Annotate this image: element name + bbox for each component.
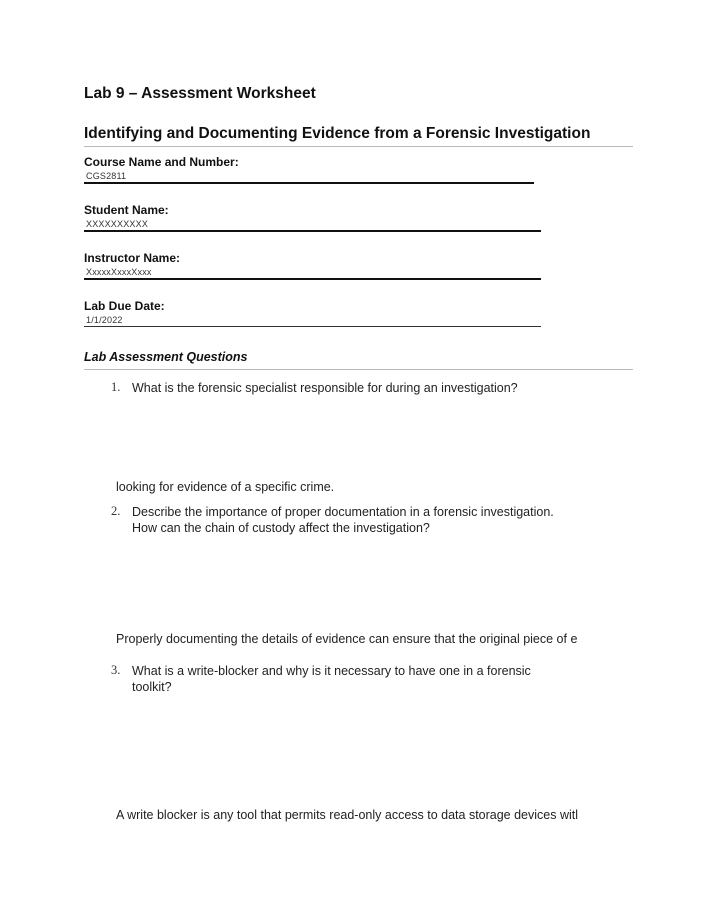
instructor-label: Instructor Name: (84, 251, 181, 265)
question-3-line-2: toolkit? (132, 680, 172, 694)
answer-3: A write blocker is any tool that permits read-only access to data storage devices witl (116, 808, 579, 822)
answer-1: looking for evidence of a specific crime. (116, 480, 335, 494)
student-underline (84, 230, 541, 232)
question-2-line-2: How can the chain of custody affect the investigation? (132, 521, 430, 535)
instructor-underline (84, 278, 541, 280)
student-value: XXXXXXXXXX (86, 219, 149, 229)
question-1-number: 1. (111, 380, 121, 394)
worksheet-title: Lab 9 – Assessment Worksheet (84, 85, 316, 102)
due-date-label: Lab Due Date: (84, 299, 165, 313)
section-divider (84, 369, 633, 370)
question-1-text: What is the forensic specialist responsible for during an investigation? (132, 381, 518, 395)
worksheet-subtitle: Identifying and Documenting Evidence from a Forensic Investigation (84, 125, 591, 142)
question-3-line-1: What is a write-blocker and why is it necessary to have one in a forensic (132, 664, 531, 678)
answer-2: Properly documenting the details of evidence can ensure that the original piece of e (116, 632, 578, 646)
question-2-number: 2. (111, 504, 121, 518)
course-underline (84, 182, 534, 184)
question-3-number: 3. (111, 663, 121, 677)
student-label: Student Name: (84, 203, 169, 217)
due-date-value: 1/1/2022 (86, 315, 123, 325)
question-2-line-1: Describe the importance of proper documentation in a forensic investigation. (132, 505, 554, 519)
course-label: Course Name and Number: (84, 155, 239, 169)
course-value: CGS2811 (86, 171, 127, 181)
questions-section-title: Lab Assessment Questions (84, 350, 248, 364)
instructor-value: XxxxxXxxxXxxx (86, 267, 152, 277)
due-date-underline (84, 326, 541, 327)
subtitle-divider (84, 146, 633, 147)
